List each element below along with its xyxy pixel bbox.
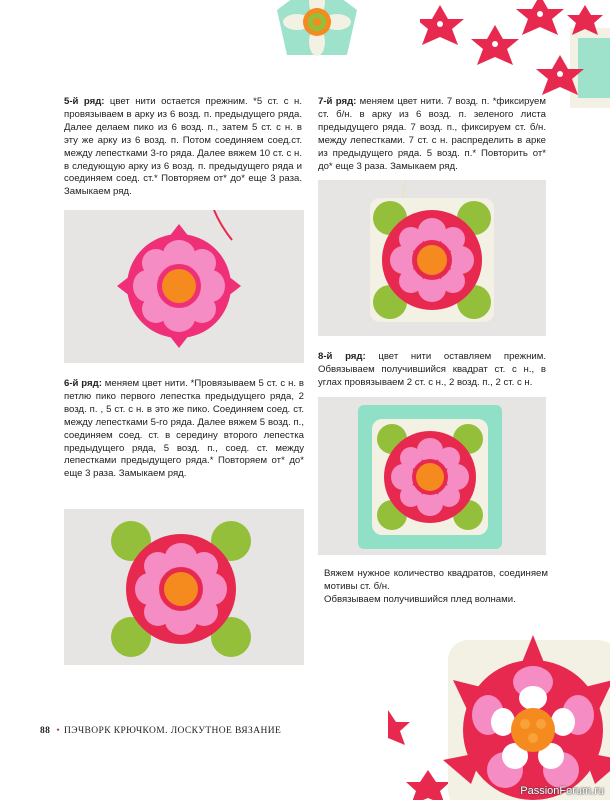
photo-row7-motif — [318, 180, 546, 336]
row7-paragraph — [318, 96, 546, 173]
photo-row6-motif — [64, 509, 304, 665]
row6-label: 6-й ряд: — [64, 378, 102, 389]
page-footer — [40, 726, 281, 736]
crochet-flowers-decoration-top-right — [420, 0, 610, 110]
row5-paragraph — [64, 96, 302, 199]
watermark: PassionForum.ru — [520, 785, 604, 797]
final-line1: Вяжем нужное количество квадратов, соединяем мотивы ст. б/н. — [324, 568, 548, 592]
row7-text: меняем цвет нити. 7 возд. п. *фиксируем ст. б/н. в арку из 6 возд. п. зеленого листа предыдущего ряда. 7 возд. п., фиксируем ст. б/н. между лепестками. 7 ст. с н. распределить в арке из предыдущего ряда. 5 возд. п.* Повторить от* до* еще 3 раза. Замыкаем ряд. — [318, 96, 546, 172]
row6-text: меняем цвет нити. *Провязываем 5 ст. с н. в петлю пико первого лепестка предыдущего ряда, 2 возд. п. , 5 ст. с н. в это же пико. Соединяем соед. ст. между лепестками 5-го ряда. Далее вяжем 5 возд. п., соединяем соед. ст. в середину второго лепестка предыдущего ряда, 5 возд. п., соед. ст. между лепестками предыдущего ряда.* Повторяем от* до* еще 3 раза. Замыкаем ряд. — [64, 378, 304, 480]
row8-text: цвет нити оставляем прежним. Обвязываем получившийся квадрат ст. с н., в углах провязываем 2 ст. с н., 2 возд. п., 2 ст. с н. — [318, 351, 546, 388]
final-instructions — [324, 568, 548, 607]
crochet-motif-decoration-bottom-right — [388, 620, 610, 800]
bullet-icon: • — [56, 726, 61, 736]
final-line2: Обвязываем получившийся плед волнами. — [324, 593, 516, 605]
row8-label: 8-й ряд: — [318, 351, 366, 362]
row6-paragraph — [64, 378, 304, 481]
book-title: ПЭЧВОРК КРЮЧКОМ. ЛОСКУТНОЕ ВЯЗАНИЕ — [64, 726, 282, 736]
row5-label: 5-й ряд: — [64, 96, 105, 107]
page-number: 88 — [40, 726, 51, 736]
photo-row8-motif — [318, 397, 546, 555]
row7-label: 7-й ряд: — [318, 96, 357, 107]
row5-text: цвет нити остается прежним. *5 ст. с н. провязываем в арку из 6 возд. п. предыдущего ряда. Далее делаем пико из 6 возд. п., затем 5 ст. с н. в эту же арку из 6 возд. п. Потом соединяем соед.ст. между лепестками 3-го ряда. Далее вяжем 10 ст. с н. в следующую арку из 6 возд. п. предыдущего ряда и соединяем соед. ст.* Повторяем от* до* еще 3 раза. Замыкаем ряд. — [64, 96, 302, 198]
row8-paragraph — [318, 351, 546, 390]
crochet-motif-decoration-top-left — [262, 0, 372, 75]
photo-row5-motif — [64, 210, 304, 363]
